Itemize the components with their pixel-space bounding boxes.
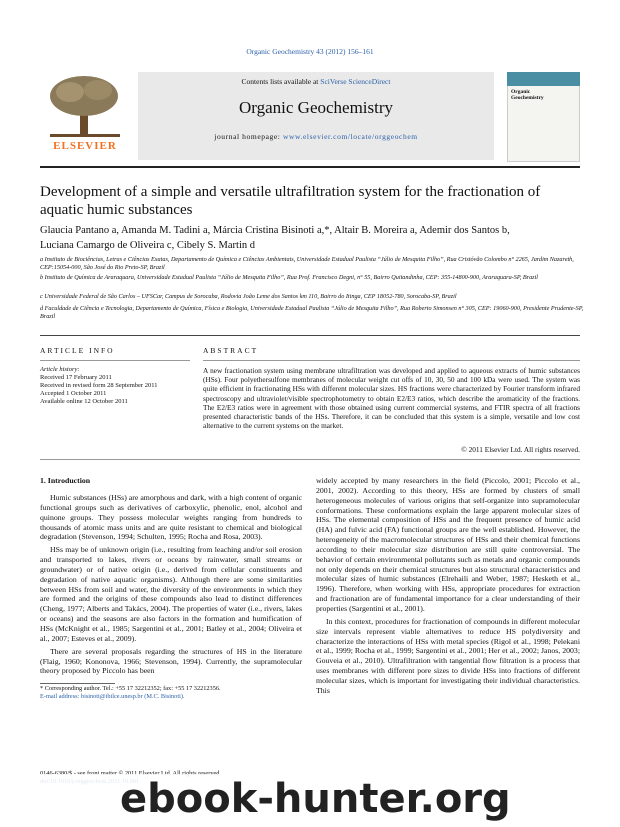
footnote-rule: [40, 683, 115, 684]
article-info-heading: ARTICLE INFO: [40, 346, 115, 355]
abstract-heading: ABSTRACT: [203, 346, 259, 355]
article-info-rule: [40, 360, 190, 361]
history-label: Article history:: [40, 366, 80, 373]
elsevier-tree-logo: [40, 72, 130, 148]
abstract-bottom-rule: [40, 459, 580, 460]
homepage-line: [138, 132, 494, 141]
contents-line: [138, 77, 494, 86]
corresponding-author: * Corresponding author. Tel.: +55 17 32212352; fax: +55 17 32212356.: [40, 685, 221, 692]
abstract-text: A new fractionation system using membrane ultrafiltration was developed and applied to aqueous extracts of humic substances (HSs). Four polyethersulfone membranes of molecular weight cut offs of 10, 30, 50 and 100 kDa were used. The system was quite efficient in fractionating HSs with different molecular sizes. HS fractions were characterized by Fourier transform infrared spectroscopy and ultraviolet/visible spectrophotometry to obtain E2/E3 ratios, which describe the aromaticity of the fractions. The E2/E3 ratios were in agreement with those obtained using current commercial systems, and FTIR spectra of all fractions presented characteristic bands of the HSs. Therefore, it can be concluded that this system is a simple, versatile and low cost alternative to the current systems on the market.: [203, 366, 580, 431]
cover-title: Organic Geochemistry: [511, 89, 544, 101]
affiliation-b: b Instituto de Química de Araraquara, Universidade Estadual Paulista “Júlio de Mesquita Filho”, Rua Prof. Francisco Degni, n° 55, Bairro Quitandinha, CEP: 355-14800-900, Araraquara-SP, Brazil: [40, 274, 539, 281]
journal-title: Organic Geochemistry: [238, 98, 394, 117]
abstract-rule: [203, 360, 580, 361]
introduction-heading: 1. Introduction: [40, 476, 91, 485]
author-list: [40, 223, 585, 253]
journal-reference[interactable]: Organic Geochemistry 43 (2012) 156–161: [246, 47, 374, 56]
homepage-prefix: journal homepage:: [214, 132, 283, 141]
online-date: Available online 12 October 2011: [40, 398, 128, 405]
header-rule: [40, 166, 580, 168]
contents-prefix: Contents lists available at: [241, 77, 321, 86]
paragraph: HSs may be of unknown origin (i.e., resulting from leaching and/or soil erosion and transported to lakes, rivers or oceans by rainwater, small streams or groundwater) or of native origin (i.e., derived from cellular constituents and degradation of native aquatic organisms). Although there are some similarities between HSs from soil and water, the diversity of the environments in which they are formed and the origins of these compounds also lead to distinct differences (Cheng, 1977; Alberts and Takács, 2004). The properties of water (i.e., rivers, lakes or oceans) and the seasons are also factors in the formation and humification of HSs (McKnight et al., 1985; Sargentini et al., 2001; Batley et al., 2004; Oliveira et al., 2007; Esteves et al., 2009).: [40, 545, 302, 643]
paragraph: There are several proposals regarding the structures of HS in the literature (Flaig, 1960; Kononova, 1966; Stevenson, 1994). Currently, the supramolecular theory proposed by Piccolo has been: [40, 646, 302, 676]
publisher-name: ELSEVIER: [53, 140, 117, 152]
affiliation-d: d Faculdade de Ciência e Tecnologia, Departamento de Química, Física e Biologia, Universidade Estadual Paulista “Júlio de Mesquita Filho”, Rua Roberto Simonsen n° 305, CEP: 19060-900, Presidente Prudente-SP, Brazil: [40, 305, 584, 320]
authors-line-2: Luciana Camargo de Oliveira c, Cibely S. Martin d: [40, 240, 255, 251]
section-rule: [40, 335, 580, 336]
journal-cover-band: [507, 72, 580, 86]
article-history: [40, 366, 190, 406]
footnote: [40, 685, 302, 701]
copyright-notice: © 2011 Elsevier Ltd. All rights reserved.: [461, 445, 580, 454]
affiliation-a: a Instituto de Biociências, Letras e Ciências Exatas, Departamento de Química e Ciências Ambientais, Universidade Estadual Paulista “Júlio de Mesquita Filho”, Rua Cristóvão Colombo n° 2265, Jardim Nazareth, CEP:15054-000, São José do Rio Preto-SP, Brazil: [40, 256, 574, 271]
watermark: ebook-hunter.org: [120, 776, 511, 822]
paragraph: Humic substances (HSs) are amorphous and dark, with a high content of organic functional groups such as derivatives of carboxylic, phenolic, enol, alcohol and quinone groups. They possess molecular weights ranging from hundreds to thousands of atomic mass units and are quite resistant to chemical and biological degradation (Stevenson, 1994; Schulten, 1995; Rocha and Rosa, 2003).: [40, 493, 302, 542]
revised-date: Received in revised form 28 September 2011: [40, 382, 158, 389]
paragraph: widely accepted by many researchers in the field (Piccolo, 2001; Piccolo et al., 2001, 2002). According to this theory, HSs are formed by clusters of small heterogeneous molecules of various origins that self-organize into supramolecular conformations. These conformations explain the large apparent molecular sizes of HSs. The elemental composition of HSs and the frequent presence of humic acid (HA) and fulvic acid (FA) functional groups are the well established. However, the heterogeneity of the macromolecular structures of HSs and their chemical functions according to their molecular size distribution are still quite controversial. The behavior of certain environmental pollutants such as metals and organic compounds not only depends on their chemical structures but also structural characteristics and molecular sizes of humic substances (Elrehaili and Weber, 1987; Hesketh et al., 1996). Therefore, when working with HSs, appropriate procedures for extraction and fractionation are of fundamental importance for a clear understanding of their properties (Sargentini et al., 2001).: [316, 476, 580, 613]
article-title: Development of a simple and versatile ultrafiltration system for the fractionation of aquatic humic substances: [40, 184, 541, 218]
email-address[interactable]: E-mail address: bisinoti@ibilce.unesp.br (M.C. Bisinoti).: [40, 693, 185, 700]
body-column-left: [40, 493, 302, 679]
body-column-right: [316, 476, 580, 699]
received-date: Received 17 February 2011: [40, 374, 112, 381]
homepage-link[interactable]: www.elsevier.com/locate/orggeochem: [282, 132, 418, 141]
paragraph: In this context, procedures for fractionation of compounds in different molecular size intervals represent viable alternatives to reduce HS polydiversity and characterize the interactions of HSs with metal species (Rigol et al., 1998; Pelekani et al., 1999; Rocha et al., 1999; Sargentini et al., 2001; Her et al., 2002; Janos, 2003; Gouveia et al., 2010). Ultrafiltration with tangential flow filtration is a process that uses membranes with different pore sizes to divide HSs into fractions of different molecular sizes, which is important for investigating their individual characteristics. This: [316, 616, 580, 695]
sciencedirect-link[interactable]: SciVerse ScienceDirect: [320, 77, 391, 86]
affiliation-c: c Universidade Federal de São Carlos – UFSCar, Campus de Sorocaba, Rodovia João Leme dos Santos km 110, Bairro do Itinga, CEP 18052-780, Sorocaba-SP, Brazil: [40, 293, 457, 300]
accepted-date: Accepted 1 October 2011: [40, 390, 107, 397]
authors-line-1: Glaucia Pantano a, Amanda M. Tadini a, Márcia Cristina Bisinoti a,*, Altair B. Moreira a, Ademir dos Santos b,: [40, 225, 510, 236]
